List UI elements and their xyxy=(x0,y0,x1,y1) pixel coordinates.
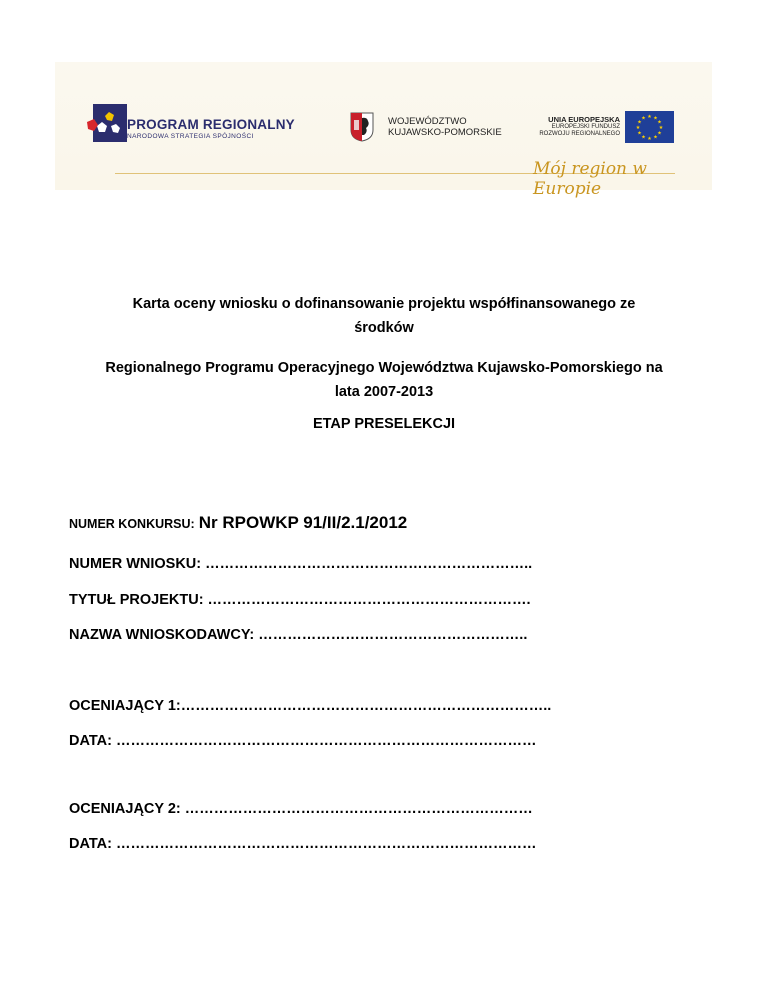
evaluator-2: OCENIAJĄCY 2: ……………………………………………………………… xyxy=(69,801,533,817)
title-line3: Regionalnego Programu Operacyjnego Województwa Kujawsko-Pomorskiego na xyxy=(105,360,663,376)
date-1: DATA: …………………………………………………………………………… xyxy=(69,733,537,749)
evaluator-1: OCENIAJĄCY 1:………………………………………………………………….. xyxy=(69,698,552,714)
svg-text:★: ★ xyxy=(637,130,642,137)
title-line2: środków xyxy=(354,320,414,336)
eu-text xyxy=(525,115,620,138)
contest-label: NUMER KONKURSU: xyxy=(69,517,195,531)
program-regionalny-logo xyxy=(85,102,129,146)
region-line2: KUJAWSKO-POMORSKIE xyxy=(388,127,502,138)
application-number: NUMER WNIOSKU: ………………………………………………………….. xyxy=(69,556,533,572)
date-2: DATA: …………………………………………………………………………… xyxy=(69,836,537,852)
eu-line1: EUROPEJSKI FUNDUSZ xyxy=(551,124,620,130)
svg-text:★: ★ xyxy=(658,125,664,131)
region-line1: WOJEWÓDZTWO xyxy=(388,116,467,127)
eu-line2: ROZWOJU REGIONALNEGO xyxy=(539,131,620,137)
svg-text:★: ★ xyxy=(647,114,652,120)
stage-heading xyxy=(60,412,708,436)
svg-text:★: ★ xyxy=(647,136,652,142)
region-name xyxy=(388,116,502,138)
document-title xyxy=(60,292,708,340)
title-line4: lata 2007-2013 xyxy=(334,384,434,400)
svg-text:★: ★ xyxy=(641,134,646,141)
region-crest-icon xyxy=(350,112,374,142)
svg-text:★: ★ xyxy=(657,130,662,137)
svg-text:★: ★ xyxy=(637,119,642,126)
contest-number xyxy=(69,513,407,533)
svg-text:★: ★ xyxy=(635,125,641,131)
svg-text:★: ★ xyxy=(657,119,662,126)
program-title: PROGRAM REGIONALNY xyxy=(127,117,295,132)
document-subtitle xyxy=(60,356,708,404)
eu-flag-icon xyxy=(625,111,674,143)
title-line1: Karta oceny wniosku o dofinansowanie projektu współfinansowanego ze xyxy=(132,296,636,312)
program-subtitle: NARODOWA STRATEGIA SPÓJNOŚCI xyxy=(127,133,254,140)
svg-text:★: ★ xyxy=(641,115,646,122)
svg-text:★: ★ xyxy=(653,115,658,122)
contest-value: Nr RPOWKP 91/II/2.1/2012 xyxy=(198,513,408,532)
header-banner xyxy=(55,62,712,199)
project-title: TYTUŁ PROJEKTU: …………………………………………………………. xyxy=(69,592,531,608)
stage-label: ETAP PRESELEKCJI xyxy=(312,416,456,432)
applicant-name: NAZWA WNIOSKODAWCY: ……………………………………………….. xyxy=(69,627,528,643)
svg-text:★: ★ xyxy=(653,134,658,141)
eu-title: UNIA EUROPEJSKA xyxy=(548,115,620,124)
motto: Mój region w Europie xyxy=(533,159,647,199)
program-regionalny-text xyxy=(127,117,295,140)
